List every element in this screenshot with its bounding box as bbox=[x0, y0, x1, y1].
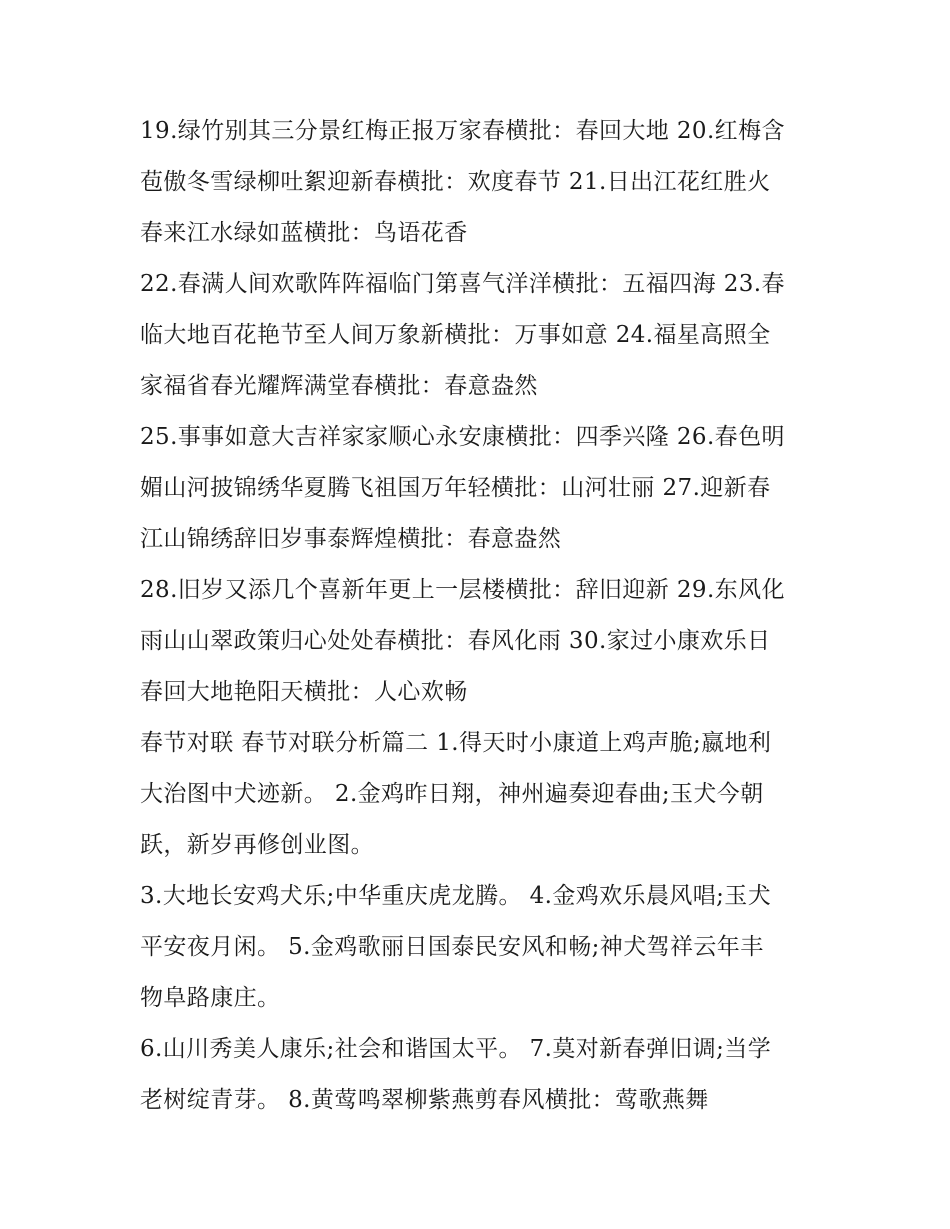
text-line: 6.山川秀美人康乐;社会和谐国太平。 7.莫对新春弹旧调;当学 bbox=[140, 1036, 772, 1062]
text-line: 28.旧岁又添几个喜新年更上一层楼横批：辞旧迎新 29.东风化 bbox=[140, 577, 785, 603]
text-line: 雨山山翠政策归心处处春横批：春风化雨 30.家过小康欢乐日 bbox=[140, 628, 771, 654]
text-line: 春来江水绿如蓝横批：鸟语花香 bbox=[140, 220, 468, 246]
text-line: 25.事事如意大吉祥家家顺心永安康横批：四季兴隆 26.春色明 bbox=[140, 424, 785, 450]
text-line: 苞傲冬雪绿柳吐絮迎新春横批：欢度春节 21.日出江花红胜火 bbox=[140, 169, 771, 195]
text-line: 平安夜月闲。 5.金鸡歌丽日国泰民安风和畅;神犬驾祥云年丰 bbox=[140, 934, 764, 960]
text-line: 媚山河披锦绣华夏腾飞祖国万年轻横批：山河壮丽 27.迎新春 bbox=[140, 475, 771, 501]
text-line: 物阜路康庄。 bbox=[140, 985, 281, 1011]
text-line: 春节对联 春节对联分析篇二 1.得天时小康道上鸡声脆;嬴地利 bbox=[140, 730, 772, 756]
text-line: 春回大地艳阳天横批：人心欢畅 bbox=[140, 679, 468, 705]
text-line: 老树绽青芽。 8.黄莺鸣翠柳紫燕剪春风横批：莺歌燕舞 bbox=[140, 1087, 709, 1113]
text-line: 家福省春光耀辉满堂春横批：春意盎然 bbox=[140, 373, 538, 399]
text-line: 3.大地长安鸡犬乐;中华重庆虎龙腾。 4.金鸡欢乐晨风唱;玉犬 bbox=[140, 883, 772, 909]
text-line: 大治图中犬迹新。 2.金鸡昨日翔，神州遍奏迎春曲;玉犬今朝 bbox=[140, 781, 764, 807]
text-line: 江山锦绣辞旧岁事泰辉煌横批：春意盎然 bbox=[140, 526, 562, 552]
text-line: 跃，新岁再修创业图。 bbox=[140, 832, 374, 858]
text-line: 19.绿竹别其三分景红梅正报万家春横批：春回大地 20.红梅含 bbox=[140, 118, 785, 144]
text-line: 22.春满人间欢歌阵阵福临门第喜气洋洋横批：五福四海 23.春 bbox=[140, 271, 785, 297]
text-line: 临大地百花艳节至人间万象新横批：万事如意 24.福星高照全 bbox=[140, 322, 771, 348]
document-body bbox=[140, 106, 820, 1126]
